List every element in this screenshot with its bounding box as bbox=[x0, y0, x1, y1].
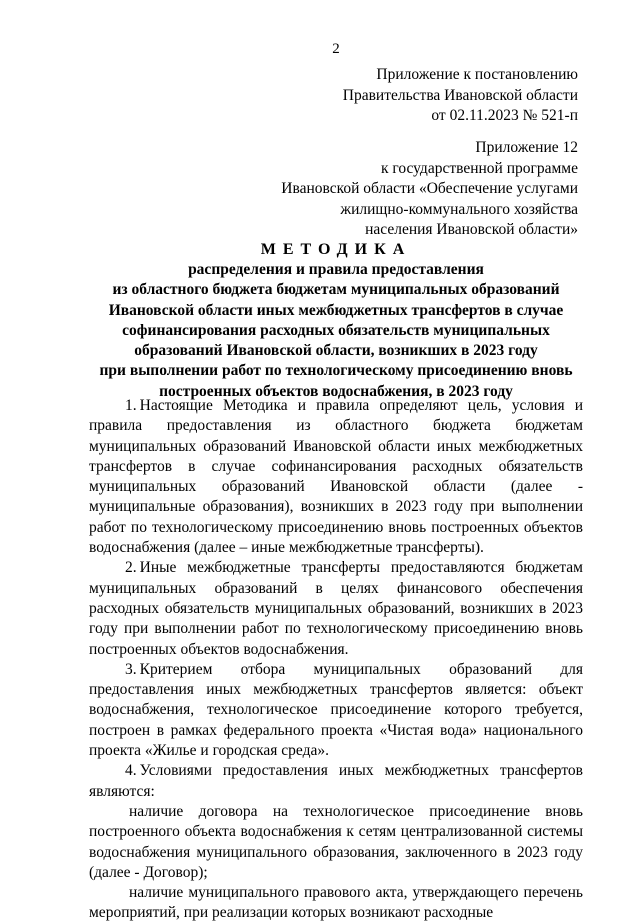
paragraph-number: 4. bbox=[125, 762, 137, 780]
paragraph-text: Настоящие Методика и правила определяют цель, условия и правила предоставления из областного бюджета бюджетам муниципальных образований Ивановской области иных межбюджетных трансфертов в случае софинансирования расходных обязательств муниципальных образований Ивановской области (далее - муниципальные образования), возникших в 2023 году при выполнении работ по технологическому присоединению вновь построенных объектов водоснабжения (далее – иные межбюджетные трансферты). bbox=[89, 397, 583, 557]
paragraph-1 bbox=[89, 396, 583, 558]
appendix-line: жилищно-коммунального хозяйства bbox=[340, 200, 578, 218]
appendix-line: населения Ивановской области» bbox=[365, 221, 578, 238]
appendix-line: Приложение к постановлению bbox=[376, 66, 578, 83]
subtitle-line: при выполнении работ по технологическому присоединению вновь bbox=[99, 362, 573, 380]
paragraph-text: Условиями предоставления иных межбюджетных трансфертов являются: bbox=[89, 762, 583, 800]
appendix-line: Приложение 12 bbox=[475, 139, 578, 156]
condition-item-2: наличие муниципального правового акта, утверждающего перечень мероприятий, при реализации которых возникают расходные bbox=[89, 884, 583, 922]
subtitle-line: софинансирования расходных обязательств муниципальных bbox=[122, 321, 550, 339]
subtitle-line: из областного бюджета бюджетам муниципальных образований bbox=[112, 281, 560, 299]
appendix-program-block bbox=[281, 138, 578, 241]
appendix-resolution-block bbox=[343, 65, 578, 127]
document-subtitle bbox=[88, 260, 584, 402]
document-title: МЕТОДИКА bbox=[260, 241, 412, 258]
page-number: 2 bbox=[332, 41, 340, 57]
appendix-line: Ивановской области «Обеспечение услугами bbox=[281, 180, 578, 197]
paragraph-number: 2. bbox=[125, 559, 137, 577]
document-body bbox=[89, 396, 583, 924]
paragraph-4 bbox=[89, 761, 583, 802]
appendix-line: от 02.11.2023 № 521-п bbox=[431, 107, 578, 124]
paragraph-2 bbox=[89, 558, 583, 659]
subtitle-line: построенных объектов водоснабжения, в 2023 году bbox=[159, 382, 513, 400]
subtitle-line: Ивановской области иных межбюджетных трансфертов в случае bbox=[108, 301, 564, 319]
paragraph-number: 3. bbox=[125, 660, 137, 678]
paragraph-text: Критерием отбора муниципальных образований для предоставления иных межбюджетных трансфертов является: объект водоснабжения, технологическое присоединение которого требуется, построен в рамках федерального проекта «Чистая вода» национального проекта «Жилье и городская среда». bbox=[89, 660, 583, 760]
subtitle-line: образований Ивановской области, возникших в 2023 году bbox=[134, 342, 538, 360]
paragraph-3 bbox=[89, 660, 583, 761]
condition-item-1: наличие договора на технологическое присоединение вновь построенного объекта водоснабжения к сетям централизованной системы водоснабжения муниципального образования, заключенного в 2023 году (далее - Договор); bbox=[89, 802, 583, 881]
appendix-line: Правительства Ивановской области bbox=[342, 86, 578, 104]
paragraph-text: Иные межбюджетные трансферты предоставляются бюджетам муниципальных образований в целях финансового обеспечения расходных обязательств муниципальных образований, возникших в 2023 году при выполнении работ по технологическому присоединению вновь построенных объектов водоснабжения. bbox=[89, 559, 583, 658]
subtitle-line: распределения и правила предоставления bbox=[188, 261, 484, 278]
appendix-line: к государственной программе bbox=[380, 159, 578, 177]
paragraph-number: 1. bbox=[125, 397, 137, 414]
